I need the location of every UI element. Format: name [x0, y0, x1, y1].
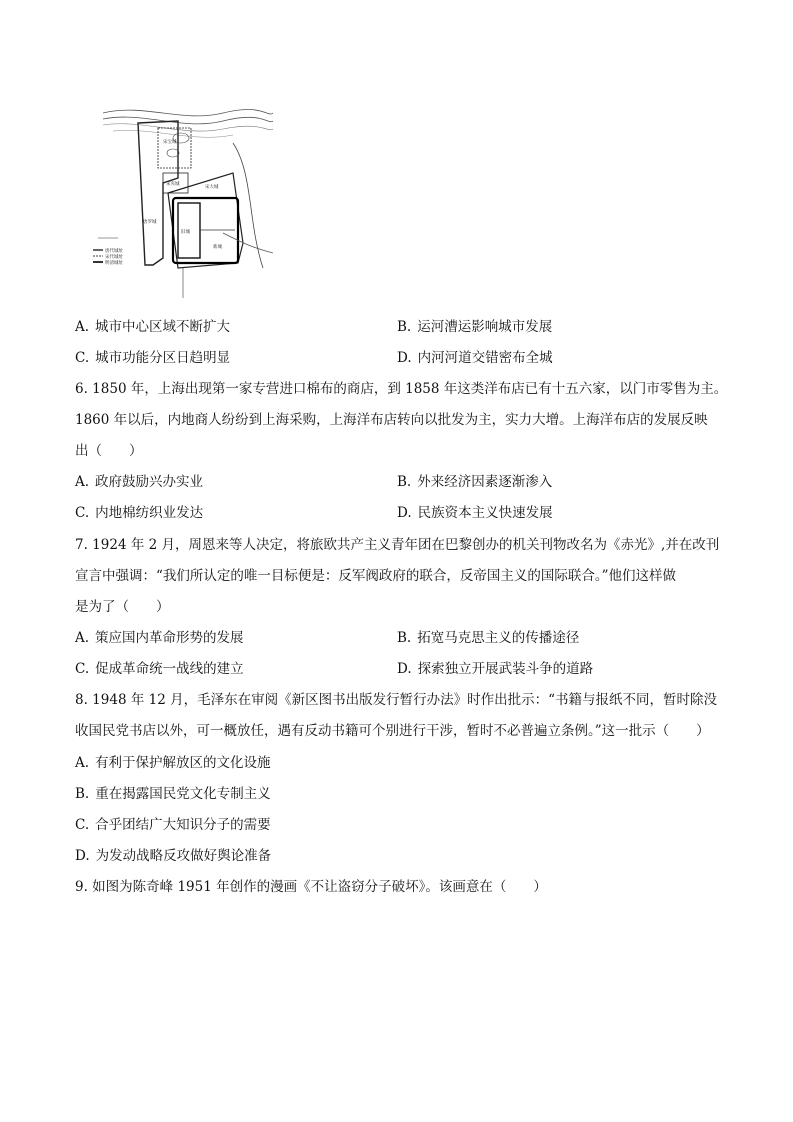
q6-stem-line-2: 1860 年以后，内地商人纷纷到上海采购，上海洋布店转向以批发为主，实力大增。上海洋布店的发展反映	[75, 412, 708, 428]
option-letter: D.	[75, 848, 90, 864]
option-letter: C.	[75, 350, 90, 366]
option-text: 运河漕运影响城市发展	[417, 319, 553, 335]
option-letter: C.	[75, 661, 90, 677]
q8-stem-line-1: 8. 1948 年 12 月，毛泽东在审阅《新区图书出版发行暂行办法》时作出批示：“书籍与报纸不同，暂时除没	[75, 692, 717, 708]
map-legend-2: 宋代城址	[105, 255, 123, 260]
option-letter: A.	[75, 755, 90, 771]
option-letter: B.	[75, 786, 90, 802]
option-text: 探索独立开展武装斗争的道路	[417, 661, 594, 677]
q6-stem-line-3: 出（ ）	[75, 443, 143, 459]
q6-stem-line-1: 6. 1850 年，上海出现第一家专营进口棉布的商店，到 1858 年这类洋布店已有十五六家，以门市零售为主。	[75, 381, 728, 397]
map-label-tang-luo: 唐罗城	[143, 220, 157, 225]
q5-option-d	[397, 349, 553, 367]
option-text: 重在揭露国民党文化专制主义	[95, 786, 271, 802]
option-text: 为发动战略反攻做好舆论准备	[95, 848, 272, 864]
option-letter: C.	[75, 817, 90, 833]
option-letter: A.	[75, 474, 90, 490]
q5-option-c	[75, 349, 230, 367]
q7-stem-line-2: 宣言中强调：“我们所认定的唯一目标便是：反军阀政府的联合，反帝国主义的国际联合。”他们这样做	[75, 568, 677, 584]
option-text: 有利于保护解放区的文化设施	[95, 755, 271, 771]
yangzhou-city-map-figure	[83, 83, 273, 303]
q7-stem-line-1: 7. 1924 年 2 月，周恩来等人决定，将旅欧共产主义青年团在巴黎创办的机关刊物改名为《赤光》,并在改刊	[75, 537, 720, 553]
option-letter: B.	[397, 474, 412, 490]
q6-option-b	[397, 473, 552, 491]
map-label-old-city: 旧城	[181, 230, 190, 235]
option-text: 政府鼓励兴办实业	[95, 474, 204, 490]
option-text: 外来经济因素逐渐渗入	[417, 474, 553, 490]
q7-option-c	[75, 660, 244, 678]
option-text: 内河河道交错密布全城	[417, 350, 553, 366]
q7-option-a	[75, 629, 244, 647]
map-legend-1: 唐代城址	[105, 249, 123, 254]
map-label-song-jia: 宋夹城	[166, 182, 180, 187]
option-text: 拓宽马克思主义的传播途径	[417, 630, 580, 646]
option-letter: D.	[397, 350, 412, 366]
city-map-image	[83, 83, 273, 303]
map-label-song-da: 宋大城	[205, 185, 219, 190]
map-legend-3: 明清城址	[105, 261, 123, 266]
option-letter: A.	[75, 630, 90, 646]
option-letter: B.	[397, 319, 412, 335]
q5-option-b	[397, 318, 552, 336]
q5-option-a	[75, 318, 230, 336]
option-text: 合乎团结广大知识分子的需要	[95, 817, 271, 833]
option-text: 促成革命统一战线的建立	[95, 661, 244, 677]
option-text: 内地棉纺织业发达	[95, 505, 204, 521]
map-label-new-city: 新城	[213, 245, 222, 250]
option-text: 民族资本主义快速发展	[417, 505, 553, 521]
option-text: 城市功能分区日趋明显	[95, 350, 231, 366]
q7-option-d	[397, 660, 593, 678]
q9-stem-line-1: 9. 如图为陈奇峰 1951 年创作的漫画《不让盗窃分子破坏》。该画意在（ ）	[75, 879, 547, 895]
option-text: 策应国内革命形势的发展	[95, 630, 244, 646]
q6-option-d	[397, 504, 553, 522]
q8-option-b	[75, 785, 271, 803]
q8-option-c	[75, 816, 271, 834]
option-letter: D.	[397, 661, 412, 677]
q8-option-d	[75, 847, 271, 865]
option-letter: D.	[397, 505, 412, 521]
map-label-song-bao: 宋宝城	[163, 140, 177, 145]
q6-option-a	[75, 473, 203, 491]
q8-stem-line-2: 收国民党书店以外，可一概放任，遇有反动书籍可个别进行干涉，暂时不必普遍立条例。”这一批示（ ）	[75, 723, 710, 739]
option-letter: C.	[75, 505, 90, 521]
option-text: 城市中心区域不断扩大	[95, 319, 231, 335]
q6-option-c	[75, 504, 203, 522]
q8-option-a	[75, 754, 271, 772]
option-letter: A.	[75, 319, 90, 335]
option-letter: B.	[397, 630, 412, 646]
q7-option-b	[397, 629, 579, 647]
q7-stem-line-3: 是为了（ ）	[75, 599, 170, 615]
